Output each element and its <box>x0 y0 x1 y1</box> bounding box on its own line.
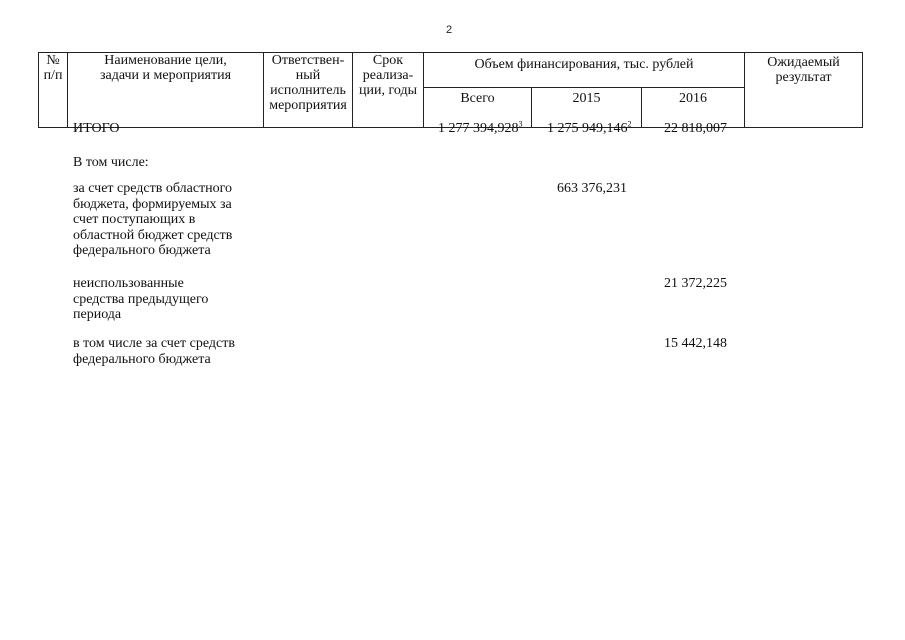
total-label: ИТОГО <box>73 121 120 136</box>
page-number: 2 <box>446 24 453 36</box>
including-label: В том числе: <box>73 155 149 170</box>
header-name: Наименование цели, задачи и мероприятия <box>68 53 264 128</box>
header-term: Срок реализа- ции, годы <box>353 53 424 128</box>
total-2015-footnote: 2 <box>627 119 632 129</box>
regional-2015: 663 376,231 <box>557 181 627 196</box>
regional-label: за счет средств областного бюджета, формируемых за счет поступающих в областной бюджет средств федерального бюджета <box>73 181 233 258</box>
federal-2016: 15 442,148 <box>664 336 727 351</box>
header-number: № п/п <box>39 53 68 128</box>
total-sum-footnote: 3 <box>518 119 523 129</box>
total-sum: 1 277 394,928$^3$ <box>438 119 523 136</box>
unused-label: неиспользованные средства предыдущего периода <box>73 276 209 322</box>
header-2016: 2016 <box>642 88 745 128</box>
total-2016: 22 818,007 <box>664 121 727 136</box>
header-table <box>38 52 863 128</box>
header-responsible: Ответствен- ный исполнитель мероприятия <box>264 53 353 128</box>
header-2015: 2015 <box>532 88 642 128</box>
total-2015: 1 275 949,146$^2$ <box>547 119 632 136</box>
unused-2016: 21 372,225 <box>664 276 727 291</box>
header-funding: Объем финансирования, тыс. рублей <box>424 53 745 88</box>
header-total: Всего <box>424 88 532 128</box>
header-result: Ожидаемый результат <box>745 53 863 128</box>
federal-label: в том числе за счет средств федерального бюджета <box>73 336 235 367</box>
